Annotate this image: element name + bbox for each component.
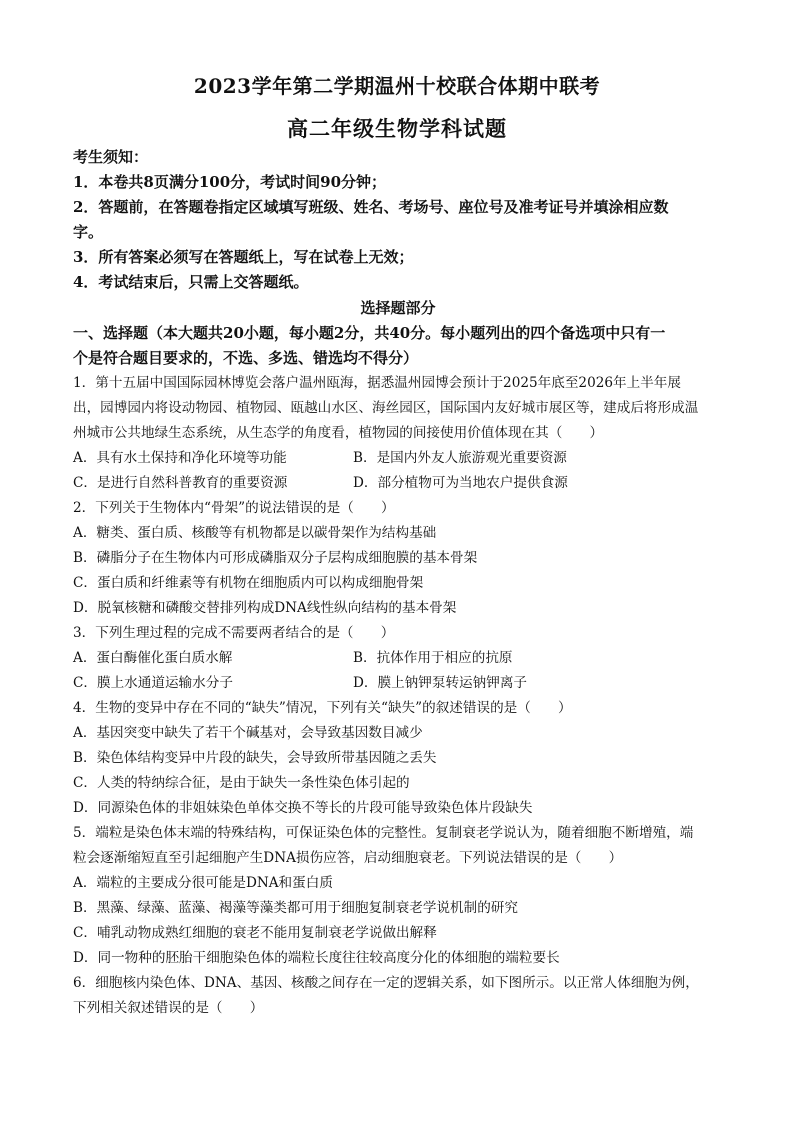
option-a: A．基因突变中缺失了若干个碱基对，会导致基因数目减少 [73,725,423,741]
notice-item: 1．本卷共8页满分100分，考试时间90分钟； [73,173,387,191]
option-b: B．黑藻、绿藻、蓝藻、褐藻等藻类都可用于细胞复制衰老学说机制的研究 [73,900,518,916]
option-b: B．磷脂分子在生物体内可形成磷脂双分子层构成细胞膜的基本骨架 [73,550,478,566]
question-stem: 粒会逐渐缩短直至引起细胞产生DNA损伤应答，启动细胞衰老。下列说法错误的是（ ） [73,850,623,866]
exam-title: 2023学年第二学期温州十校联合体期中联考 [193,74,601,98]
section-instruction [73,321,723,371]
option-a: A．糖类、蛋白质、核酸等有机物都是以碳骨架作为结构基础 [73,525,437,541]
notice-item: 2．答题前，在答题卷指定区域填写班级、姓名、考场号、座位号及准考证号并填涂相应数 [73,198,669,216]
question-stem: 5．端粒是染色体末端的特殊结构，可保证染色体的完整性。复制衰老学说认为，随着细胞不断增殖，端 [73,825,694,841]
notice-item: 4．考试结束后，只需上交答题纸。 [73,273,309,291]
exam-subtitle: 高二年级生物学科试题 [287,116,507,141]
option-row [73,471,723,496]
option-d: D．同一物种的胚胎干细胞染色体的端粒长度往往较高度分化的体细胞的端粒要长 [73,950,560,966]
question-stem: 下列相关叙述错误的是（ ） [73,1000,264,1016]
option-c: C．哺乳动物成熟红细胞的衰老不能用复制衰老学说做出解释 [73,925,437,941]
question-stem: 2．下列关于生物体内“骨架”的说法错误的是（ ） [73,500,395,516]
option-d: D．脱氧核糖和磷酸交替排列构成DNA线性纵向结构的基本骨架 [73,600,457,616]
section-title: 选择题部分 [360,299,436,317]
question-stem: 出，园博园内将设动物园、植物园、瓯越山水区、海丝园区，国际国内友好城市展区等，建成后将形成温 [73,400,699,416]
section-instruction-line: 一、选择题（本大题共20小题，每小题2分，共40分。每小题列出的四个备选项中只有一 [73,324,666,342]
notice-block [73,145,723,295]
question-stem: 3．下列生理过程的完成不需要两者结合的是（ ） [73,625,395,641]
option-row [73,671,723,696]
questions-block [73,371,723,1021]
option-c: C．蛋白质和纤维素等有机物在细胞质内可以构成细胞骨架 [73,575,424,591]
notice-heading: 考生须知： [73,148,149,166]
option-b: B．是国内外友人旅游观光重要资源 [353,450,567,466]
notice-item: 3．所有答案必须写在答题纸上，写在试卷上无效； [73,248,414,266]
section-instruction-line: 个是符合题目要求的，不选、多选、错选均不得分） [73,349,419,367]
option-c: C．是进行自然科普教育的重要资源 [73,475,288,491]
option-d: D．同源染色体的非姐妹染色单体交换不等长的片段可能导致染色体片段缺失 [73,800,533,816]
option-c: C．膜上水通道运输水分子 [73,675,233,691]
option-d: D．部分植物可为当地农户提供食源 [353,475,568,491]
question-stem: 4．生物的变异中存在不同的“缺失”情况，下列有关“缺失”的叙述错误的是（ ） [73,700,572,716]
option-row [73,646,723,671]
option-a: A．端粒的主要成分很可能是DNA和蛋白质 [73,875,333,891]
option-b: B．染色体结构变异中片段的缺失，会导致所带基因随之丢失 [73,750,437,766]
option-a: A．蛋白酶催化蛋白质水解 [73,650,233,666]
option-row [73,446,723,471]
notice-item: 字。 [73,223,104,241]
option-c: C．人类的特纳综合征，是由于缺失一条性染色体引起的 [73,775,410,791]
question-stem: 1．第十五届中国国际园林博览会落户温州瓯海，据悉温州园博会预计于2025年底至2026年上半年展 [73,375,681,391]
section-block [73,296,723,321]
question-stem: 州城市公共地绿生态系统，从生态学的角度看，植物园的间接使用价值体现在其（ ） [73,425,604,441]
option-d: D．膜上钠钾泵转运钠钾离子 [353,675,528,691]
option-a: A．具有水土保持和净化环境等功能 [73,450,287,466]
question-stem: 6．细胞核内染色体、DNA、基因、核酸之间存在一定的逻辑关系，如下图所示。以正常人体细胞为例， [73,975,699,991]
option-b: B．抗体作用于相应的抗原 [353,650,513,666]
